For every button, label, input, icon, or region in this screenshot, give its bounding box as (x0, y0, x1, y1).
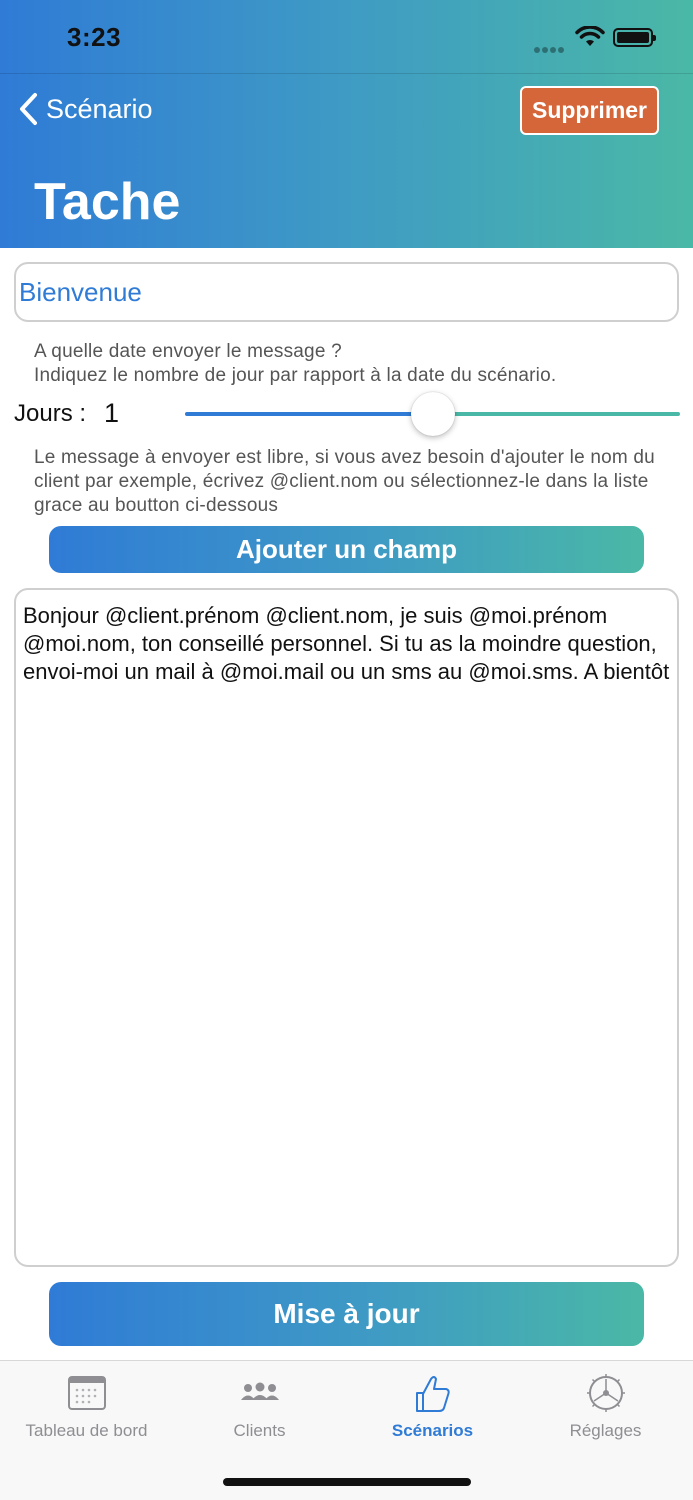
back-button-label: Scénario (46, 93, 153, 124)
days-label: Jours : (14, 400, 87, 427)
slider-track-remaining (433, 412, 681, 416)
tab-scenarios[interactable] (346, 1361, 519, 1451)
date-help-text: A quelle date envoyer le message ? Indiquez le nombre de jour par rapport à la date du scénario. (34, 341, 557, 386)
settings-wheel-icon (586, 1373, 626, 1413)
navigation-header (0, 0, 693, 248)
home-indicator (223, 1478, 471, 1486)
update-button[interactable]: Mise à jour (49, 1282, 644, 1346)
tab-scenarios-label: Scénarios (391, 1421, 474, 1440)
tab-settings-label: Réglages (569, 1421, 642, 1440)
delete-button[interactable]: Supprimer (520, 86, 659, 135)
tab-dashboard[interactable] (0, 1361, 173, 1451)
page-title: Tache (34, 173, 181, 231)
people-icon (239, 1373, 281, 1411)
chevron-left-icon (18, 92, 38, 126)
tab-clients[interactable] (173, 1361, 346, 1451)
back-button[interactable] (18, 92, 153, 126)
days-value: 1 (104, 398, 120, 428)
message-help-text: Le message à envoyer est libre, si vous avez besoin d'ajouter le nom du client par exemple, écrivez @client.nom ou sélectionnez-le dans la liste grace au boutton ci-dessous (34, 447, 655, 516)
status-time: 3:23 (67, 22, 122, 52)
status-bar (0, 0, 693, 74)
cellular-signal-icon (534, 40, 566, 58)
slider-track-filled (185, 412, 433, 416)
tab-settings[interactable] (519, 1361, 692, 1451)
tab-dashboard-label: Tableau de bord (25, 1421, 148, 1440)
message-textarea[interactable]: Bonjour @client.prénom @client.nom, je suis @moi.prénom @moi.nom, ton conseillé personnel. Si tu as la moindre question, envoi-moi un mail à @moi.mail ou un sms au @moi.sms. A bientôt (14, 588, 679, 1267)
calendar-icon (67, 1373, 107, 1411)
thumbs-up-icon (413, 1373, 453, 1415)
add-field-button[interactable]: Ajouter un champ (49, 526, 644, 573)
days-slider[interactable] (185, 392, 680, 436)
wifi-icon (575, 26, 605, 48)
slider-thumb[interactable] (411, 392, 455, 436)
task-title-input[interactable] (14, 262, 679, 322)
battery-icon (613, 28, 653, 47)
tab-clients-label: Clients (233, 1421, 286, 1440)
